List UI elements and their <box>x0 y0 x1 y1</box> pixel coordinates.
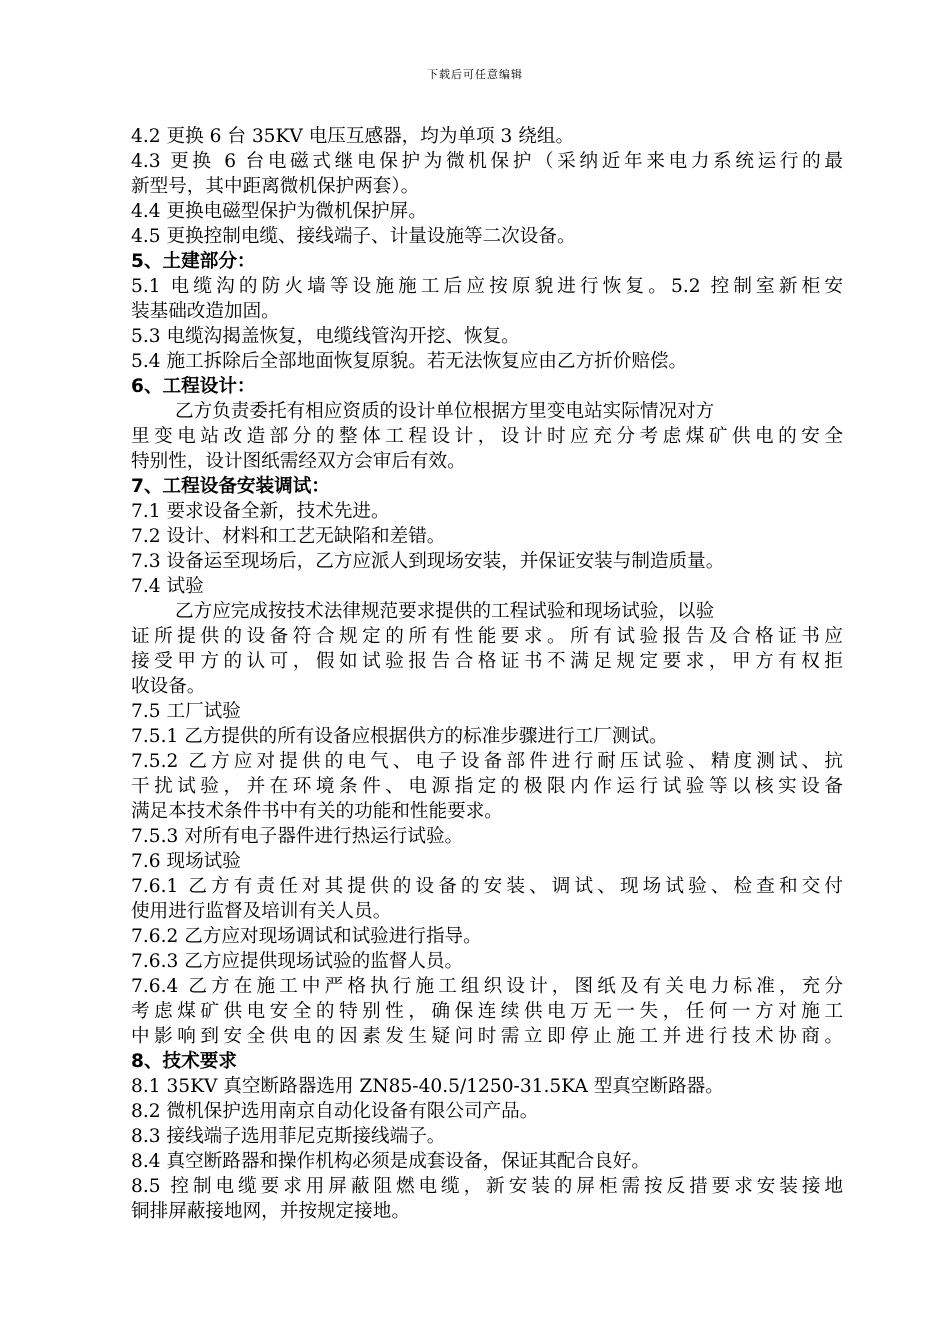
section-heading: 8、技术要求 <box>131 1051 237 1072</box>
text-line: 7.6.2 乙方应对现场调试和试验进行指导。 <box>131 926 482 947</box>
text-line: 考虑煤矿供电安全的特别性，确保连续供电万无一失，任何一方对施工 <box>131 1001 843 1022</box>
text-line: 装基础改造加固。 <box>131 301 280 322</box>
text-line: 7.6.1 乙方有责任对其提供的设备的安装、调试、现场试验、检查和交付 <box>131 876 843 897</box>
text-line: 5.1 电缆沟的防火墙等设施施工后应按原貌进行恢复。5.2 控制室新柜安 <box>131 276 843 297</box>
text-line: 7.1 要求设备全新，技术先进。 <box>131 501 390 522</box>
text-line: 乙方负责委托有相应资质的设计单位根据方里变电站实际情况对方 <box>175 401 715 422</box>
text-line: 8.2 微机保护选用南京自动化设备有限公司产品。 <box>131 1101 539 1122</box>
text-line: 7.2 设计、材料和工艺无缺陷和差错。 <box>131 526 446 547</box>
text-line: 7.6.3 乙方应提供现场试验的监督人员。 <box>131 951 464 972</box>
text-line: 新型号，其中距离微机保护两套）。 <box>131 176 420 197</box>
document-body <box>131 124 843 1224</box>
text-line: 7.5.3 对所有电子器件进行热运行试验。 <box>131 826 464 847</box>
text-line: 接受甲方的认可，假如试验报告合格证书不满足规定要求，甲方有权拒 <box>131 651 843 672</box>
text-line: 满足本技术条件书中有关的功能和性能要求。 <box>131 801 503 822</box>
text-line: 7.3 设备运至现场后，乙方应派人到现场安装，并保证安装与制造质量。 <box>131 551 725 572</box>
text-line: 8.5 控制电缆要求用屏蔽阻燃电缆，新安装的屏柜需按反措要求安装接地 <box>131 1176 843 1197</box>
text-line: 8.4 真空断路器和操作机构必须是成套设备，保证其配合良好。 <box>131 1151 650 1172</box>
text-line: 证所提供的设备符合规定的所有性能要求。所有试验报告及合格证书应 <box>131 626 843 647</box>
text-line: 7.6.4 乙方在施工中严格执行施工组织设计，图纸及有关电力标准，充分 <box>131 976 843 997</box>
text-line: 7.5.1 乙方提供的所有设备应根据供方的标准步骤进行工厂测试。 <box>131 726 668 747</box>
text-line: 中影响到安全供电的因素发生疑问时需立即停止施工并进行技术协商。 <box>131 1026 843 1047</box>
text-line: 特别性，设计图纸需经双方会审后有效。 <box>131 451 466 472</box>
text-line: 7.5 工厂试验 <box>131 701 241 722</box>
page-header: 下载后可任意编辑 <box>427 68 523 81</box>
text-line: 4.3 更换 6 台电磁式继电保护为微机保护（采纳近年来电力系统运行的最 <box>131 151 843 172</box>
text-line: 4.4 更换电磁型保护为微机保护屏。 <box>131 201 427 222</box>
text-line: 铜排屏蔽接地网，并按规定接地。 <box>131 1201 410 1222</box>
text-line: 使用进行监督及培训有关人员。 <box>131 901 392 922</box>
text-line: 8.3 接线端子选用菲尼克斯接线端子。 <box>131 1126 446 1147</box>
text-line: 8.1 35KV 真空断路器选用 ZN85-40.5/1250-31.5KA 型真空断路器。 <box>131 1076 724 1097</box>
text-line: 7.5.2 乙方应对提供的电气、电子设备部件进行耐压试验、精度测试、抗 <box>131 751 843 772</box>
section-heading: 6、工程设计： <box>131 376 256 397</box>
text-line: 干扰试验，并在环境条件、电源指定的极限内作运行试验等以核实设备 <box>131 776 843 797</box>
text-line: 4.2 更换 6 台 35KV 电压互感器，均为单项 3 绕组。 <box>131 126 575 147</box>
text-line: 4.5 更换控制电缆、接线端子、计量设施等二次设备。 <box>131 226 576 247</box>
text-line: 5.4 施工拆除后全部地面恢复原貌。若无法恢复应由乙方折价赔偿。 <box>131 351 688 372</box>
text-line: 里变电站改造部分的整体工程设计，设计时应充分考虑煤矿供电的安全 <box>131 426 843 447</box>
text-line: 7.4 试验 <box>131 576 204 597</box>
text-line: 乙方应完成按技术法律规范要求提供的工程试验和现场试验，以验 <box>175 601 715 622</box>
text-line: 7.6 现场试验 <box>131 851 241 872</box>
section-heading: 7、工程设备安装调试： <box>131 476 330 497</box>
section-heading: 5、土建部分： <box>131 251 256 272</box>
text-line: 收设备。 <box>131 676 206 697</box>
text-line: 5.3 电缆沟揭盖恢复，电缆线管沟开挖、恢复。 <box>131 326 520 347</box>
